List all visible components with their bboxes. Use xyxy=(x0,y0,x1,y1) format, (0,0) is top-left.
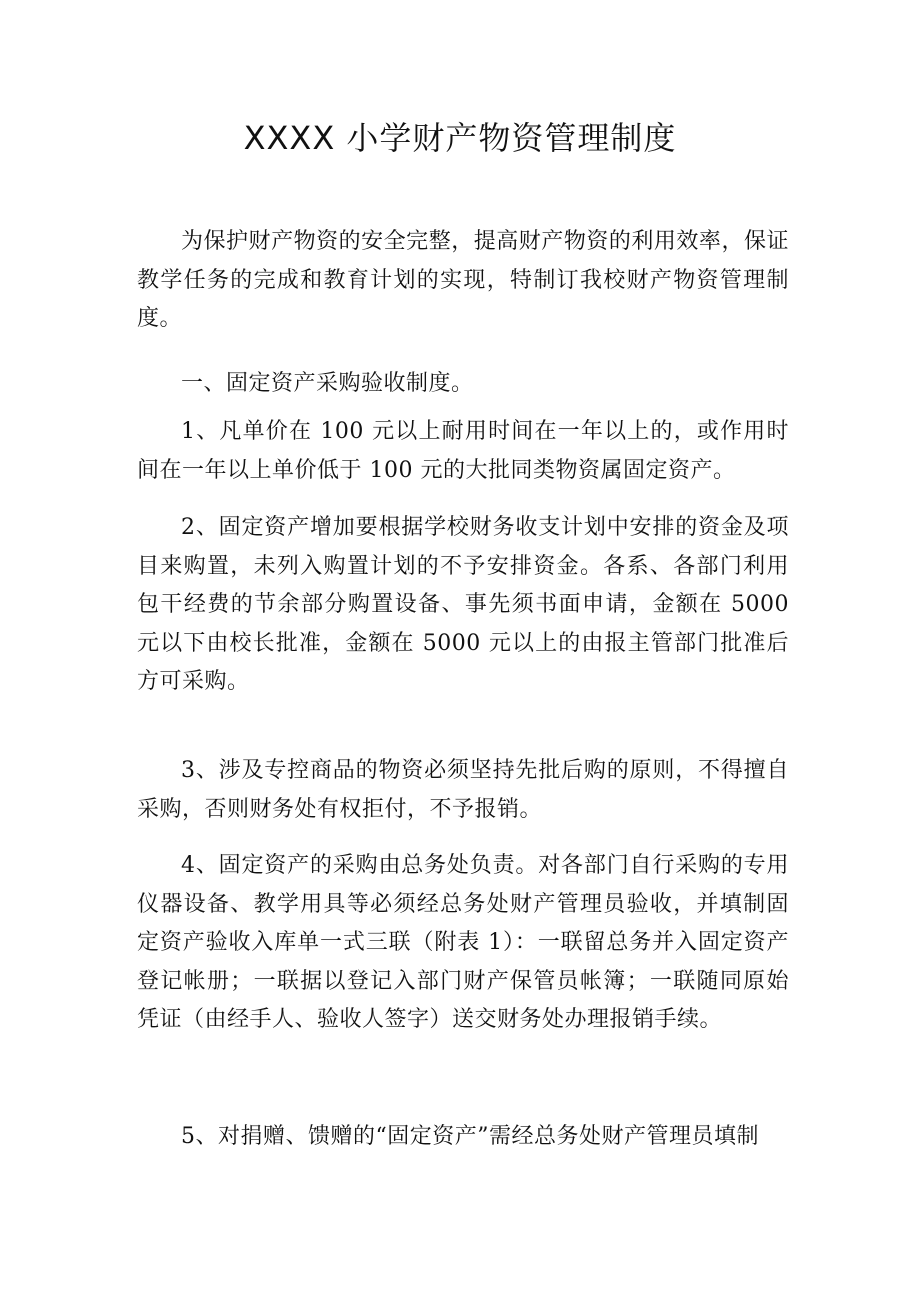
item-4-paragraph: 4、固定资产的采购由总务处负责。对各部门自行采购的专用仪器设备、教学用具等必须经总务处财产管理员验收，并填制固定资产验收入库单一式三联（附表 1）：一联留总务并入固定资产登记帐册；一联据以登记入部门财产保管员帐簿；一联随同原始凭证（由经手人、验收人签字）送交财务处办理报销手续。 xyxy=(137,853,789,1032)
document-title: XXXX 小学财产物资管理制度 xyxy=(243,119,677,157)
item-5-paragraph: 5、对捐赠、馈赠的“固定资产”需经总务处财产管理员填制 xyxy=(181,1124,759,1149)
item-2-paragraph: 2、固定资产增加要根据学校财务收支计划中安排的资金及项目来购置，未列入购置计划的不予安排资金。各系、各部门利用包干经费的节余部分购置设备、事先须书面申请，金额在 5000 元以下由校长批准，金额在 5000 元以上的由报主管部门批准后方可采购。 xyxy=(137,515,789,694)
intro-paragraph: 为保护财产物资的安全完整，提高财产物资的利用效率，保证教学任务的完成和教育计划的实现，特制订我校财产物资管理制度。 xyxy=(137,229,789,331)
item-1-paragraph: 1、凡单价在 100 元以上耐用时间在一年以上的，或作用时间在一年以上单价低于 100 元的大批同类物资属固定资产。 xyxy=(137,419,789,483)
section-1-heading: 一、固定资产采购验收制度。 xyxy=(181,371,474,396)
item-3-paragraph: 3、涉及专控商品的物资必须坚持先批后购的原则，不得擅自采购，否则财务处有权拒付，不予报销。 xyxy=(137,758,789,822)
